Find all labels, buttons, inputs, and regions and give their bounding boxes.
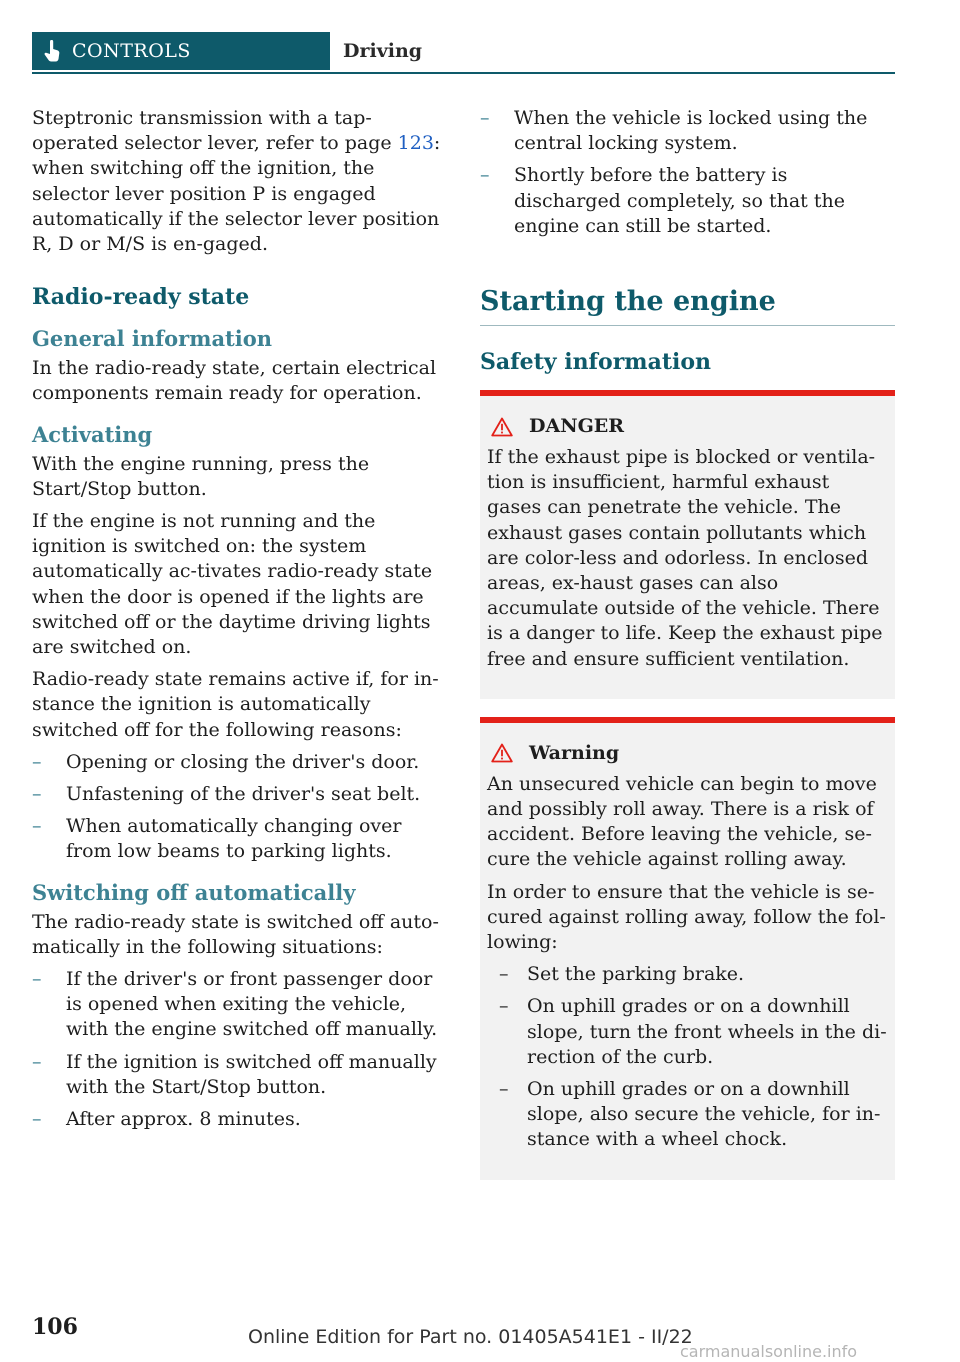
list-item: – If the driver's or front passenger door is opened when exiting the vehicle, with the engine switched off manually. xyxy=(32,967,448,1043)
safety-information-heading: Safety information xyxy=(480,349,712,376)
intro-paragraph: Steptronic transmission with a tap-operated selector lever, refer to page 123: when switching off the ignition, the selector lever position P is engaged automatically if the selector lever position R, D or M/S is en-gaged. xyxy=(32,107,441,256)
activating-heading: Activating xyxy=(32,421,153,447)
page-number: 106 xyxy=(32,1314,78,1340)
chapter-title: Driving xyxy=(343,40,423,62)
danger-text: If the exhaust pipe is blocked or ventila-tion is insufficient, harmful exhaust gases can penetrate the vehicle. The exhaust gases contain pollutants which are color-less and odorless. In enclosed areas, ex-haust gases can also accumulate outside of the vehicle. There is a danger to life. Keep the exhaust pipe free and ensure sufficient ventilation. xyxy=(487,446,883,670)
general-information-text: In the radio-ready state, certain electrical components remain ready for operation. xyxy=(32,357,437,405)
warning-box xyxy=(480,717,895,1180)
warning-list xyxy=(487,962,887,1152)
watermark: carmanualsonline.info xyxy=(680,1342,858,1361)
list-item: – Opening or closing the driver's door. xyxy=(32,750,448,775)
switching-off-heading: Switching off automatically xyxy=(32,879,356,905)
list-item: – Shortly before the battery is discharged completely, so that the engine can still be started. xyxy=(480,163,895,239)
radio-off-list-continued xyxy=(480,106,895,239)
activating-text-1: With the engine running, press the Start/Stop button. xyxy=(32,452,370,500)
left-column xyxy=(32,106,448,1139)
switching-off-list xyxy=(32,967,448,1132)
switching-off-text: The radio-ready state is switched off auto-matically in the following situations: xyxy=(32,910,439,958)
danger-title-row xyxy=(487,414,887,439)
starting-engine-heading: Starting the engine xyxy=(480,275,895,326)
activating-text-3: Radio-ready state remains active if, for in-stance the ignition is automatically switched off for the following reasons: xyxy=(32,668,439,741)
warning-triangle-icon xyxy=(491,743,513,763)
hand-pointer-icon xyxy=(32,32,72,70)
page-link[interactable]: 123 xyxy=(397,132,434,155)
list-item: – Unfastening of the driver's seat belt. xyxy=(32,782,448,807)
section-label: CONTROLS xyxy=(72,40,191,62)
radio-ready-heading: Radio-ready state xyxy=(32,284,250,311)
warning-title: Warning xyxy=(529,741,620,764)
danger-box xyxy=(480,390,895,699)
activating-list xyxy=(32,750,448,865)
list-item: – Set the parking brake. xyxy=(487,962,887,987)
danger-title: DANGER xyxy=(529,415,625,438)
page-header xyxy=(32,32,895,74)
general-information-heading: General information xyxy=(32,326,273,352)
warning-title-row xyxy=(487,741,887,766)
list-item: – After approx. 8 minutes. xyxy=(32,1107,448,1132)
list-item: – When the vehicle is locked using the central locking system. xyxy=(480,106,895,156)
list-item: – On uphill grades or on a downhill slope, also secure the vehicle, for in-stance with a wheel chock. xyxy=(487,1077,887,1153)
activating-text-2: If the engine is not running and the ignition is switched on: the system automatically ac-tivates radio-ready state when the door is opened if the lights are switched off or the daytime driving lights are switched on. xyxy=(32,510,433,659)
list-item: – If the ignition is switched off manually with the Start/Stop button. xyxy=(32,1050,448,1100)
right-column xyxy=(480,106,895,1180)
list-item: – On uphill grades or on a downhill slope, turn the front wheels in the di-rection of the curb. xyxy=(487,994,887,1070)
warning-triangle-icon xyxy=(491,417,513,437)
section-tab xyxy=(32,32,330,70)
list-item: – When automatically changing over from low beams to parking lights. xyxy=(32,814,448,864)
warning-text-2: In order to ensure that the vehicle is se-cured against rolling away, follow the fol-lowing: xyxy=(487,880,886,954)
edition-footer: Online Edition for Part no. 01405A541E1 - II/22 xyxy=(248,1326,693,1348)
warning-text-1: An unsecured vehicle can begin to move and possibly roll away. There is a risk of accident. Before leaving the vehicle, se-cure the vehicle against rolling away. xyxy=(487,772,877,871)
